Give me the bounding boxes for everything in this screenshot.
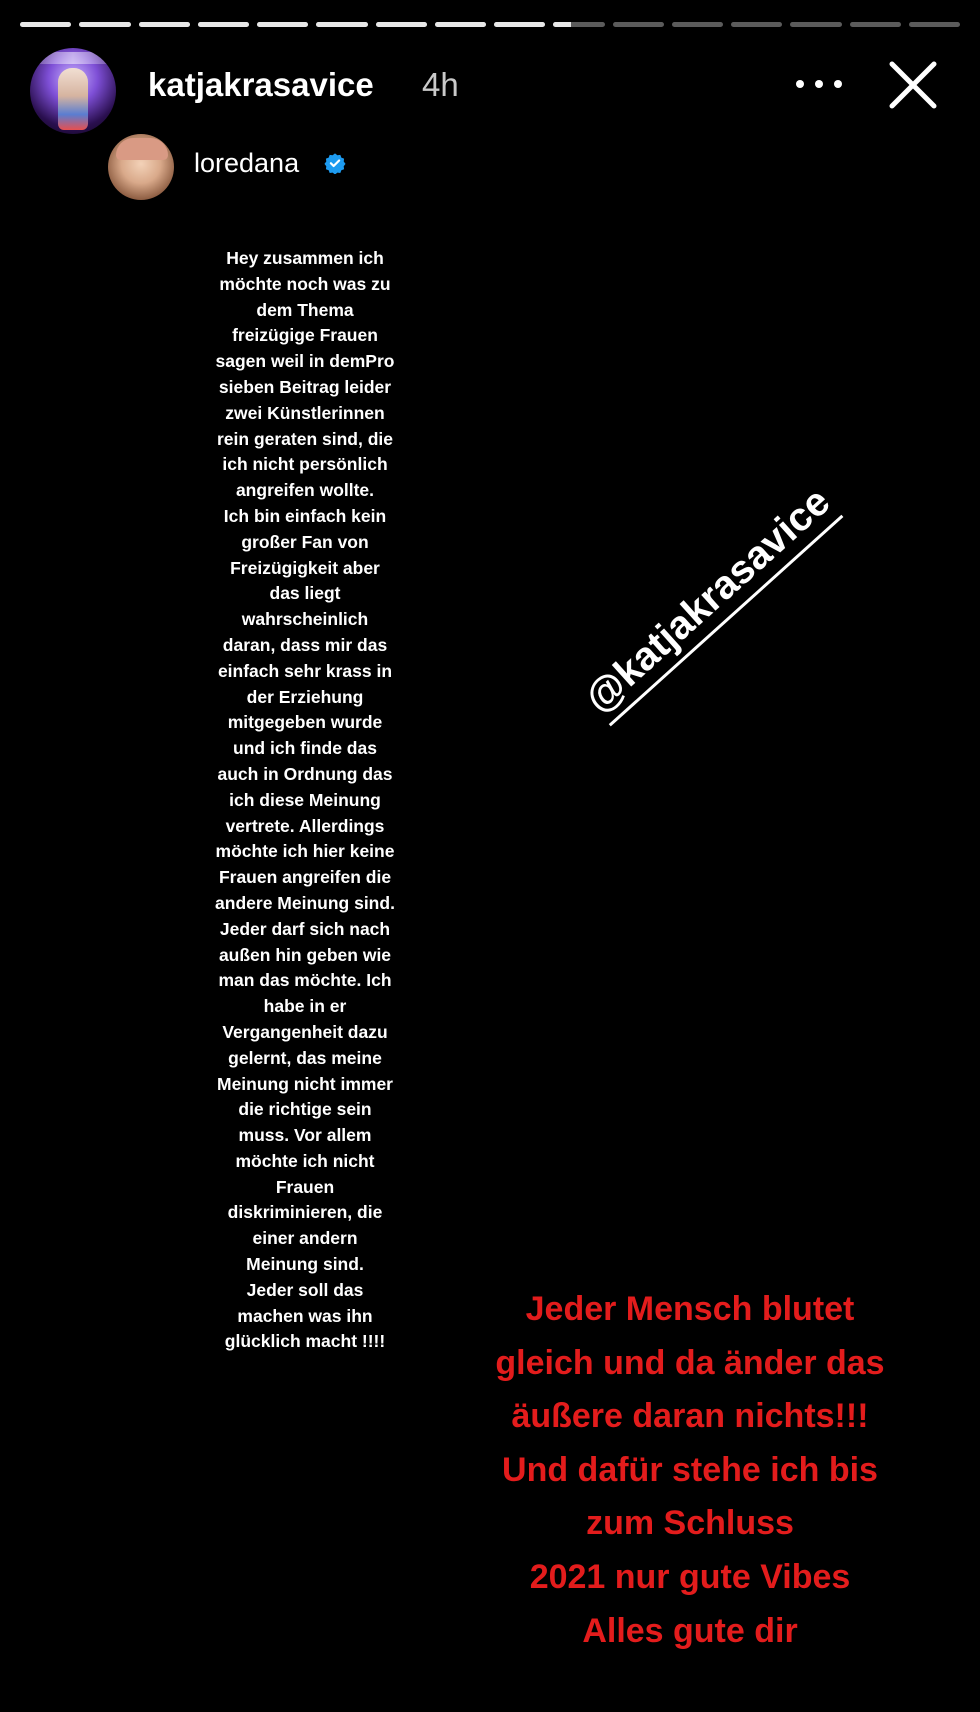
profile-avatar[interactable] bbox=[30, 48, 116, 134]
mention-sticker-label: @katjakrasavice bbox=[576, 479, 839, 722]
sticker-underline bbox=[609, 515, 843, 726]
progress-segment bbox=[731, 22, 782, 27]
progress-segment bbox=[850, 22, 901, 27]
progress-segment bbox=[672, 22, 723, 27]
progress-segment bbox=[909, 22, 960, 27]
progress-segment bbox=[494, 22, 545, 27]
progress-segment bbox=[198, 22, 249, 27]
progress-segment-fill bbox=[79, 22, 130, 27]
progress-segment-fill bbox=[139, 22, 190, 27]
progress-segment-fill bbox=[198, 22, 249, 27]
shared-post-text: Hey zusammen ich möchte noch was zu dem Thema freizügige Frauen sagen weil in demPro sieben Beitrag leider zwei Künstlerinnen rein geraten sind, die ich nicht persönlich angreifen wollte. Ich bin einfach kein großer Fan von Freizügigkeit aber das liegt wahrscheinlich daran, dass mir das einfach sehr krass in der Erziehung mitgegeben wurde und ich finde das auch in Ordnung das ich diese Meinung vertrete. Allerdings möchte ich hier keine Frauen angreifen die andere Meinung sind. Jeder darf sich nach außen hin geben wie man das möchte. Ich habe in er Vergangenheit dazu gelernt, das meine Meinung nicht immer die richtige sein muss. Vor allem möchte ich nicht Frauen diskriminieren, die einer andern Meinung sind. Jeder soll das machen was ihn glücklich macht !!!! bbox=[215, 248, 395, 1352]
progress-segment-fill bbox=[553, 22, 571, 27]
avatar-cap bbox=[116, 138, 168, 160]
progress-segment bbox=[613, 22, 664, 27]
verified-badge-icon bbox=[324, 152, 346, 174]
progress-segment-fill bbox=[20, 22, 71, 27]
progress-segment bbox=[79, 22, 130, 27]
story-header bbox=[30, 48, 960, 134]
progress-segment bbox=[435, 22, 486, 27]
mentioned-username[interactable]: loredana bbox=[194, 148, 300, 178]
progress-segment bbox=[316, 22, 367, 27]
more-dot bbox=[796, 80, 804, 88]
progress-segment-fill bbox=[316, 22, 367, 27]
more-dot bbox=[815, 80, 823, 88]
story-username[interactable]: katjakrasavice bbox=[148, 66, 374, 103]
progress-segment-fill bbox=[435, 22, 486, 27]
progress-segment-fill bbox=[494, 22, 545, 27]
progress-segment bbox=[790, 22, 841, 27]
story-caption: Jeder Mensch blutet gleich und da änder das äußere daran nichts!!! Und dafür stehe ich bis zum Schluss 2021 nur gute Vibes Alles gute dir bbox=[495, 1290, 885, 1650]
progress-segment-fill bbox=[257, 22, 308, 27]
progress-segment bbox=[257, 22, 308, 27]
more-dot bbox=[834, 80, 842, 88]
story-timestamp: 4h bbox=[422, 66, 459, 103]
story-progress-bar bbox=[20, 22, 960, 27]
progress-segment bbox=[376, 22, 427, 27]
mention-sticker[interactable] bbox=[578, 481, 843, 727]
mentioned-avatar[interactable] bbox=[108, 134, 174, 200]
more-options-icon[interactable] bbox=[796, 74, 842, 94]
progress-segment bbox=[553, 22, 604, 27]
avatar-figure bbox=[58, 68, 88, 130]
close-icon[interactable] bbox=[886, 58, 940, 112]
avatar-banner bbox=[38, 52, 108, 64]
progress-segment bbox=[139, 22, 190, 27]
progress-segment-fill bbox=[376, 22, 427, 27]
progress-segment bbox=[20, 22, 71, 27]
